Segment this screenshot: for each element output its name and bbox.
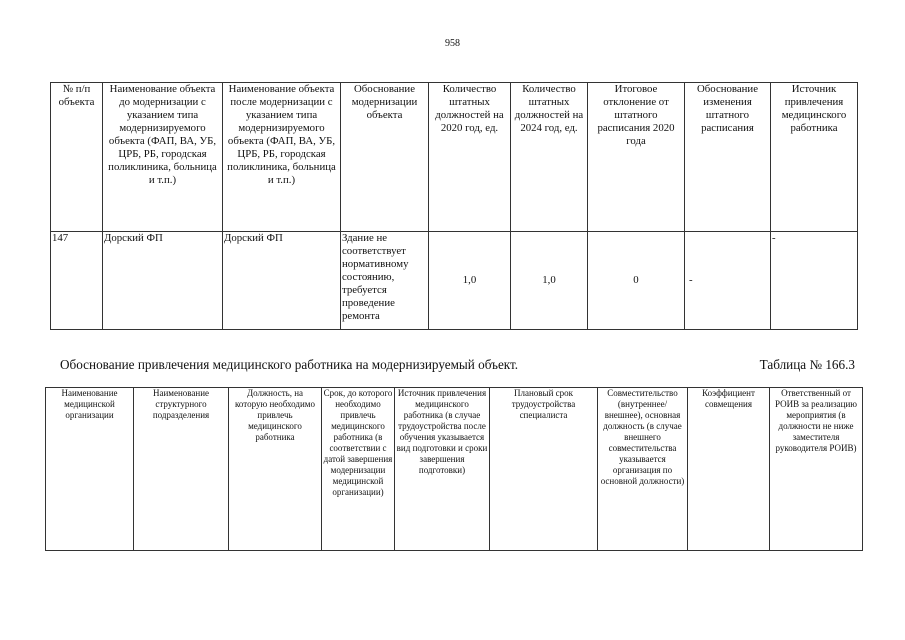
table2-header-row bbox=[46, 388, 863, 551]
t1-cell-worker-source: - bbox=[771, 232, 858, 330]
t1-header-deviation: Итоговое отклонение от штатного расписания 2020 года bbox=[588, 83, 685, 232]
table1-header-row bbox=[51, 83, 858, 232]
t1-header-name-before: Наименование объекта до модернизации с указанием типа модернизируемого объекта (ФАП, ВА, УБ, ЦРБ, РБ, городская поликлиника, больница и т.п.) bbox=[103, 83, 223, 232]
t2-header-combination-coefficient: Коэффициент совмещения bbox=[688, 388, 770, 551]
t2-header-position: Должность, на которую необходимо привлечь медицинского работника bbox=[229, 388, 322, 551]
t1-header-staff-2020: Количество штатных должностей на 2020 год, ед. bbox=[429, 83, 511, 232]
section-title: Обоснование привлечения медицинского работника на модернизируемый объект. bbox=[60, 357, 519, 372]
t1-header-justification: Обоснование модернизации объекта bbox=[341, 83, 429, 232]
t2-header-division: Наименование структурного подразделения bbox=[134, 388, 229, 551]
t1-header-name-after: Наименование объекта после модернизации с указанием типа модернизируемого объекта (ФАП, ВА, УБ, ЦРБ, РБ, городская поликлиника, больница и т.п.) bbox=[223, 83, 341, 232]
t2-header-deadline: Срок, до которого необходимо привлечь медицинского работника (в соответствии с датой завершения модернизации медицинской организации) bbox=[322, 388, 395, 551]
t1-cell-staff-2020: 1,0 bbox=[429, 232, 511, 330]
t2-header-responsible: Ответственный от РОИВ за реализацию мероприятия (в должности не ниже заместителя руководителя РОИВ) bbox=[770, 388, 863, 551]
modernization-object-table bbox=[50, 82, 858, 330]
t1-cell-justification: Здание не соответствует нормативному состоянию, требуется проведение ремонта bbox=[341, 232, 429, 330]
table-label: Таблица № 166.3 bbox=[759, 357, 855, 372]
t1-header-worker-source: Источник привлечения медицинского работника bbox=[771, 83, 858, 232]
t1-cell-object-number: 147 bbox=[51, 232, 103, 330]
t2-header-part-time: Совместительство (внутреннее/внешнее), основная должность (в случае внешнего совместительства указывается организация по основной должности) bbox=[598, 388, 688, 551]
t1-cell-staff-change-justification: - bbox=[685, 232, 771, 330]
t2-header-planned-employment: Плановый срок трудоустройства специалиста bbox=[490, 388, 598, 551]
t1-cell-name-after: Дорский ФП bbox=[223, 232, 341, 330]
table-row bbox=[51, 232, 858, 330]
t2-header-organization: Наименование медицинской организации bbox=[46, 388, 134, 551]
t2-header-source: Источник привлечения медицинского работника (в случае трудоустройства после обучения указывается вид подготовки и сроки завершения подготовки) bbox=[395, 388, 490, 551]
t1-header-staff-change-justification: Обоснование изменения штатного расписания bbox=[685, 83, 771, 232]
t1-cell-deviation: 0 bbox=[588, 232, 685, 330]
t1-header-staff-2024: Количество штатных должностей на 2024 год, ед. bbox=[511, 83, 588, 232]
t1-cell-name-before: Дорский ФП bbox=[103, 232, 223, 330]
t1-header-object-number: № п/п объекта bbox=[51, 83, 103, 232]
medical-worker-attraction-table bbox=[45, 387, 863, 551]
t1-cell-staff-2024: 1,0 bbox=[511, 232, 588, 330]
page-number: 958 bbox=[445, 38, 460, 49]
